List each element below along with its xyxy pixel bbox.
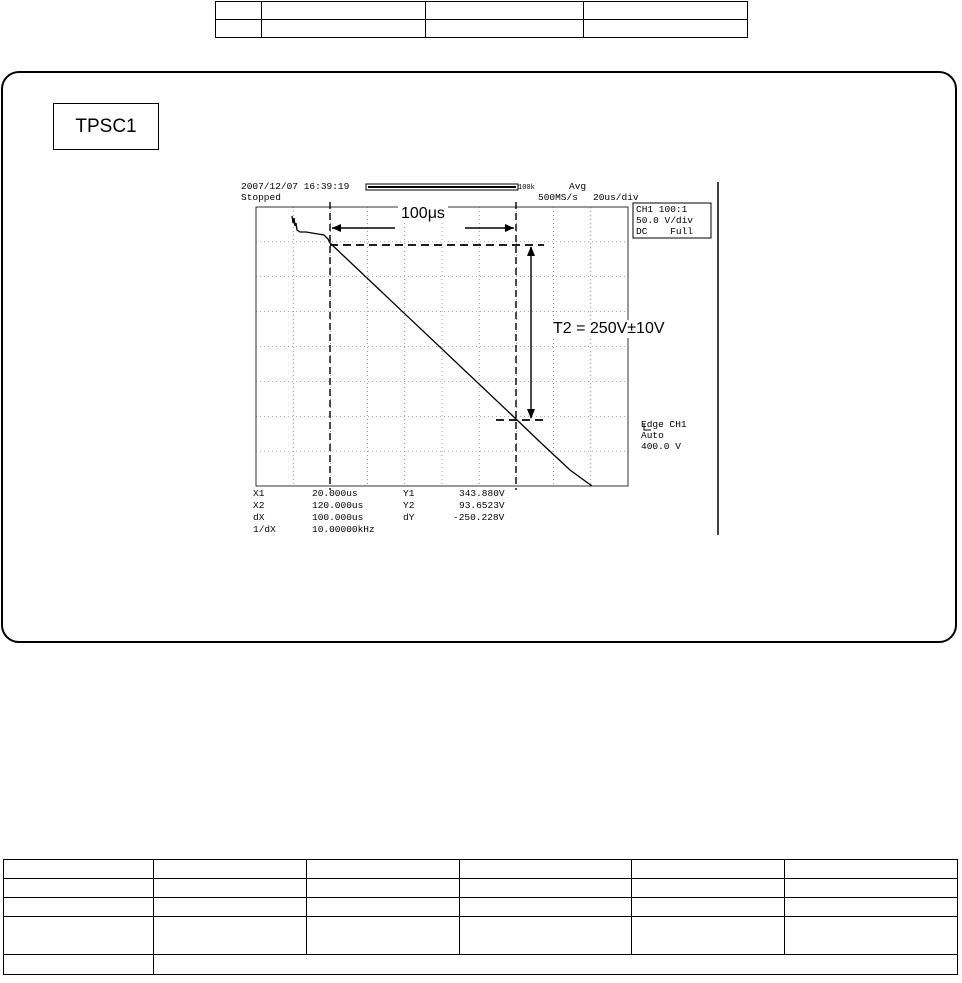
header-cell bbox=[262, 20, 426, 38]
oscilloscope-screenshot bbox=[240, 180, 721, 535]
footer-cell bbox=[153, 898, 306, 917]
test-point-label: TPSC1 bbox=[53, 103, 159, 150]
scope-status: Stopped bbox=[241, 192, 281, 203]
header-cell bbox=[584, 2, 748, 20]
footer-cell bbox=[306, 898, 459, 917]
arrowhead-icon bbox=[332, 224, 341, 232]
header-cell bbox=[426, 20, 584, 38]
footer-cell bbox=[785, 860, 958, 879]
footer-cell bbox=[632, 917, 785, 955]
channel-scale: 50.0 V/div bbox=[636, 215, 694, 226]
meas-label: X1 bbox=[253, 488, 265, 499]
footer-cell bbox=[4, 860, 154, 879]
footer-cell bbox=[306, 860, 459, 879]
sample-rate: 500MS/s bbox=[538, 192, 578, 203]
trigger-type: Edge CH1 bbox=[641, 419, 687, 430]
footer-cell bbox=[785, 917, 958, 955]
meas-value: 10.00000kHz bbox=[312, 524, 375, 535]
footer-cell bbox=[632, 860, 785, 879]
header-table bbox=[215, 1, 748, 38]
footer-cell bbox=[153, 860, 306, 879]
meas-label: dY bbox=[403, 512, 415, 523]
record-bar-fill bbox=[368, 186, 516, 188]
time-span-label: 100μs bbox=[398, 205, 448, 223]
trigger-mode: Auto bbox=[641, 430, 664, 441]
header-cell bbox=[426, 2, 584, 20]
header-cell bbox=[216, 20, 262, 38]
scope-datetime: 2007/12/07 16:39:19 bbox=[241, 181, 350, 192]
footer-cell bbox=[4, 879, 154, 898]
footer-cell bbox=[153, 955, 957, 975]
footer-cell bbox=[459, 898, 632, 917]
footer-cell bbox=[459, 917, 632, 955]
trigger-level: 400.0 V bbox=[641, 441, 681, 452]
channel-probe: CH1 100:1 bbox=[636, 204, 688, 215]
footer-cell bbox=[153, 879, 306, 898]
header-cell bbox=[262, 2, 426, 20]
footer-cell bbox=[4, 917, 154, 955]
footer-cell bbox=[459, 860, 632, 879]
meas-label: dX bbox=[253, 512, 265, 523]
header-cell bbox=[216, 2, 262, 20]
footer-cell bbox=[785, 879, 958, 898]
voltage-spec-label: T2 = 250V±10V bbox=[553, 320, 665, 337]
meas-value: 20.000us bbox=[312, 488, 358, 499]
channel-coupling: DC Full bbox=[636, 226, 694, 237]
meas-value: 343.880V bbox=[459, 488, 505, 499]
timebase: 20us/div bbox=[593, 192, 639, 203]
footer-cell bbox=[632, 879, 785, 898]
footer-cell bbox=[306, 879, 459, 898]
footer-cell bbox=[632, 898, 785, 917]
footer-cell bbox=[459, 879, 632, 898]
footer-cell bbox=[153, 917, 306, 955]
arrowhead-icon bbox=[527, 409, 535, 419]
acquisition-mode: Avg bbox=[569, 181, 587, 192]
footer-cell bbox=[785, 898, 958, 917]
meas-value: 93.6523V bbox=[459, 500, 505, 511]
header-cell bbox=[584, 20, 748, 38]
meas-value: 100.000us bbox=[312, 512, 364, 523]
footer-cell bbox=[4, 955, 154, 975]
meas-label: X2 bbox=[253, 500, 265, 511]
meas-label: Y2 bbox=[403, 500, 415, 511]
footer-cell bbox=[4, 898, 154, 917]
record-length: 100k bbox=[518, 184, 535, 192]
arrowhead-icon bbox=[527, 246, 535, 256]
meas-label: Y1 bbox=[403, 488, 415, 499]
meas-value: -250.228V bbox=[453, 512, 505, 523]
graticule bbox=[256, 207, 628, 486]
footer-cell bbox=[306, 917, 459, 955]
arrowhead-icon bbox=[505, 224, 514, 232]
meas-value: 120.000us bbox=[312, 500, 364, 511]
footer-table bbox=[3, 859, 958, 975]
meas-label: 1/dX bbox=[253, 524, 276, 535]
